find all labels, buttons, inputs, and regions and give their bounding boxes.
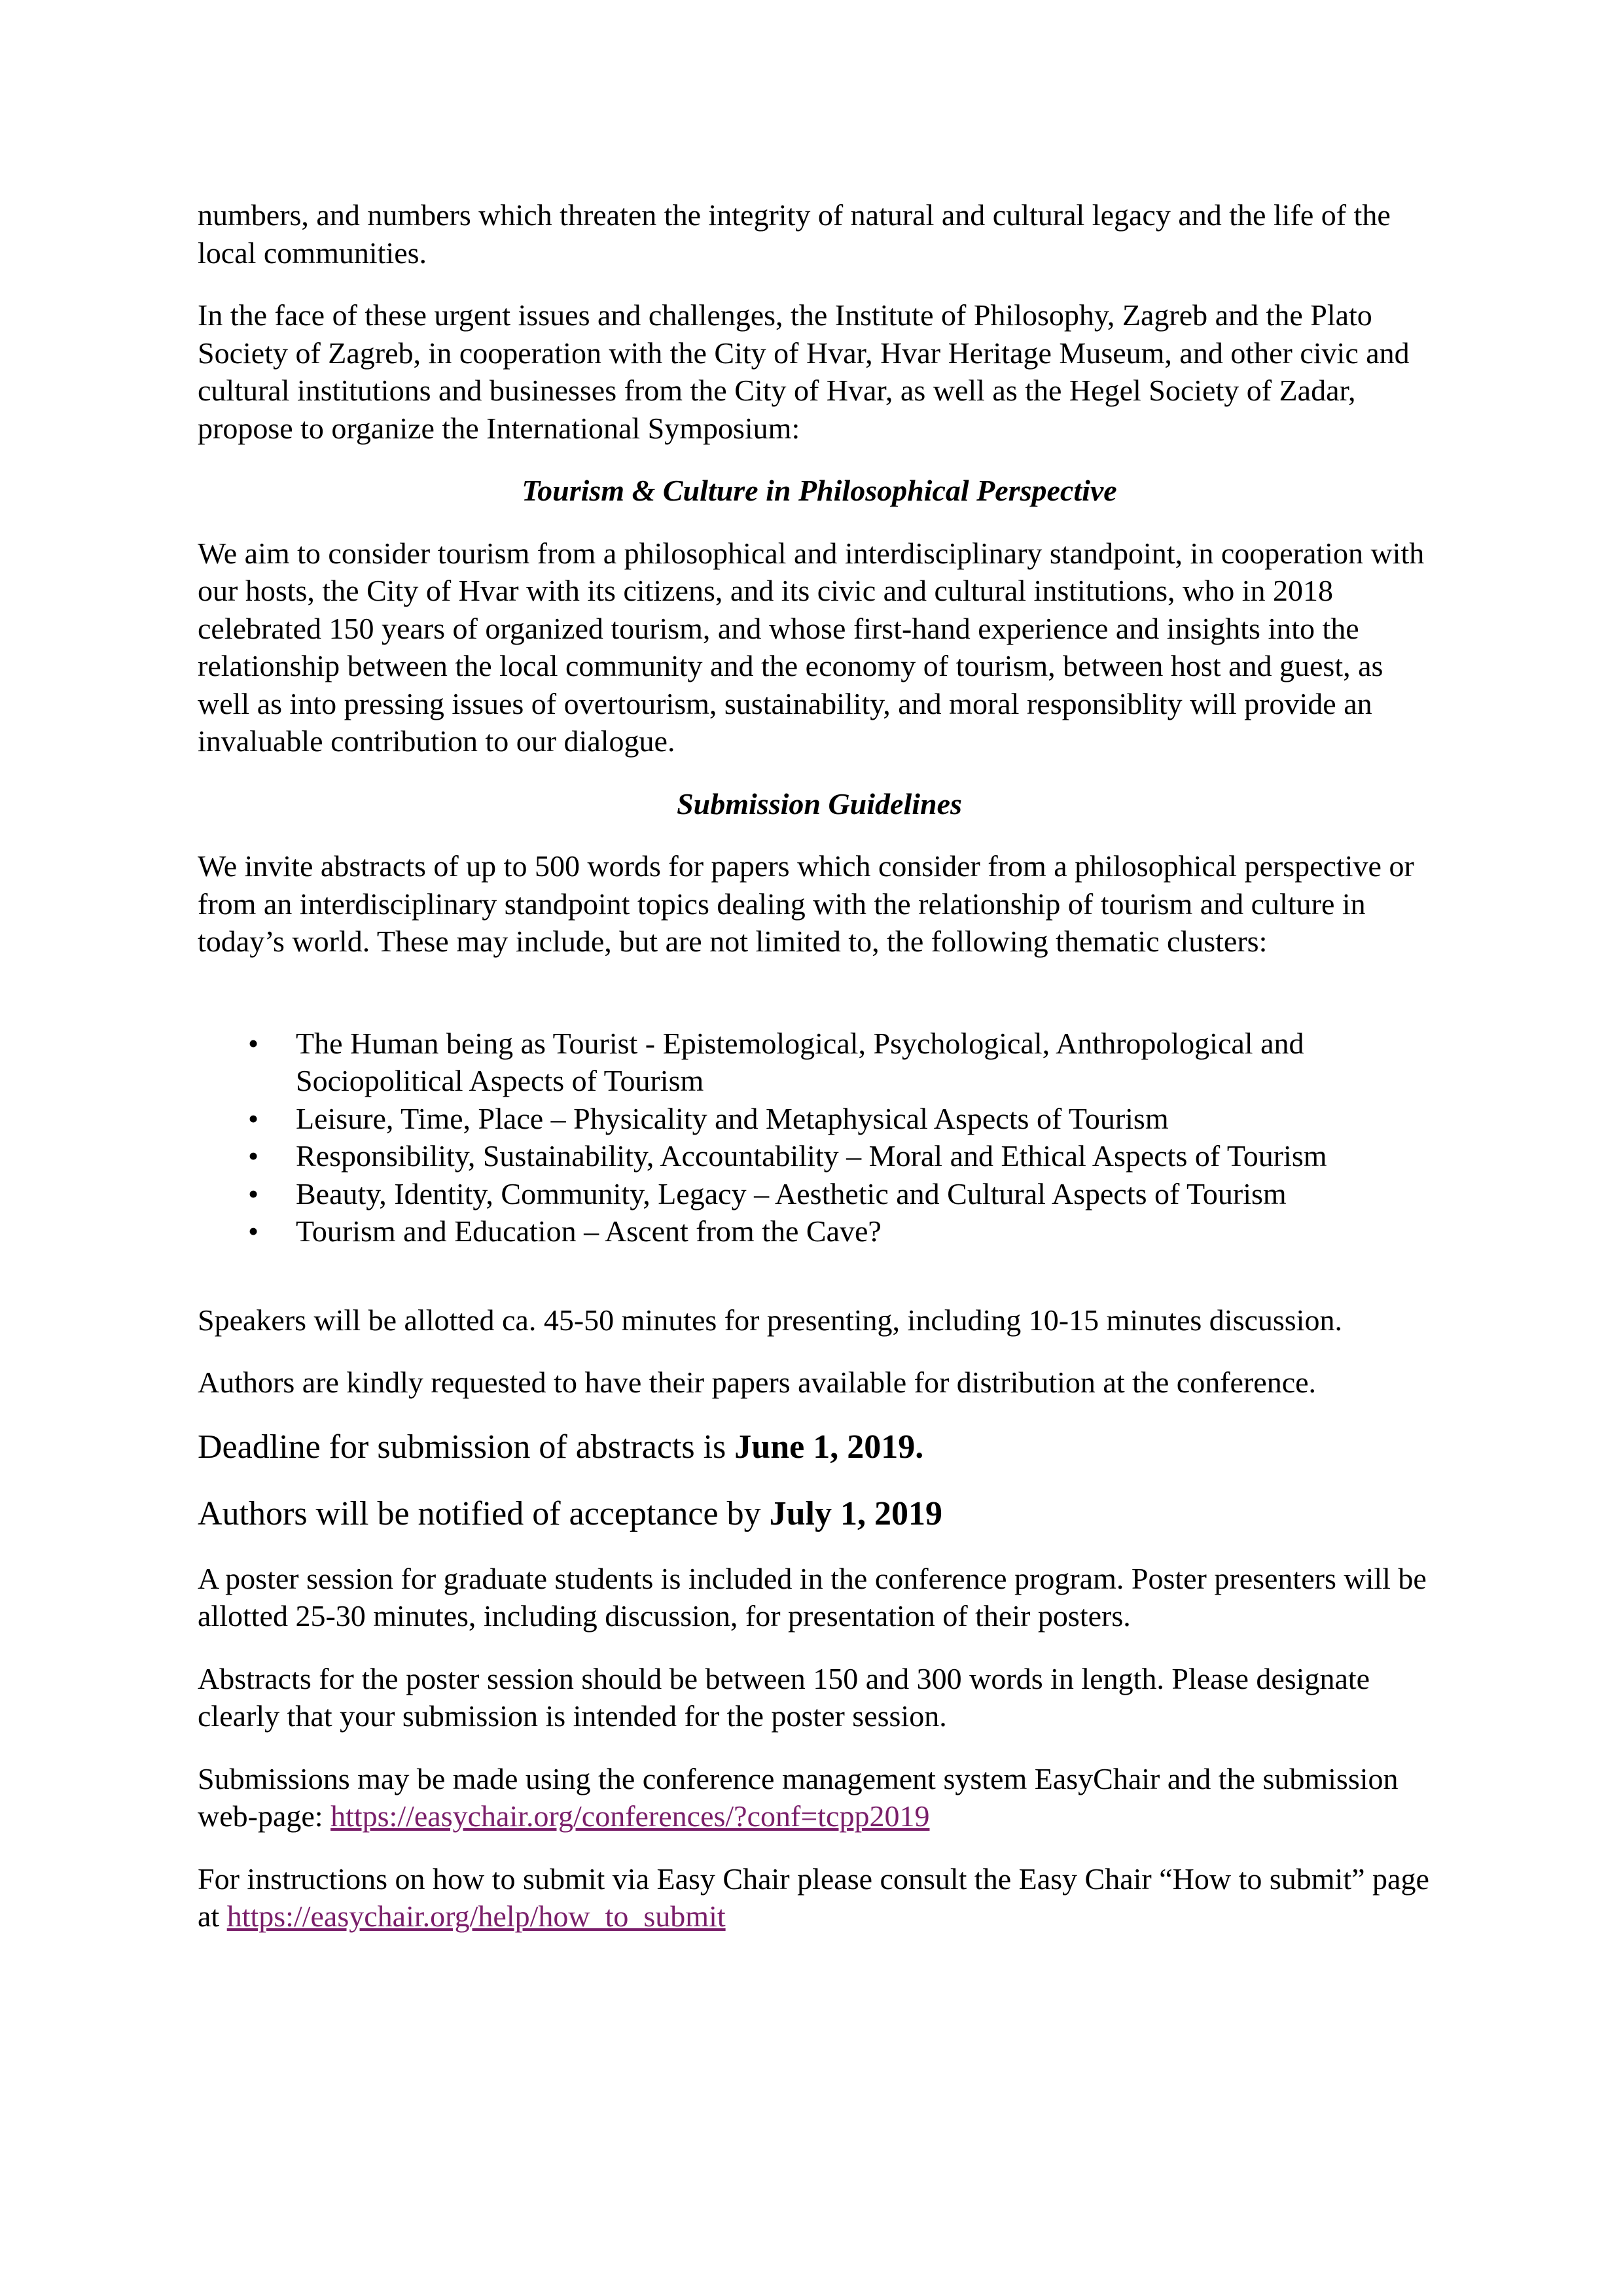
list-item — [198, 1100, 1441, 1138]
authors-paragraph: Authors are kindly requested to have their papers available for distribution at the conference. — [198, 1366, 1317, 1399]
how-to-submit-link[interactable]: https://easychair.org/help/how_to_submit — [226, 1899, 726, 1933]
submission-link[interactable]: https://easychair.org/conferences/?conf=tcpp2019 — [330, 1799, 930, 1833]
list-item-text: Tourism and Education – Ascent from the Cave? — [296, 1214, 882, 1248]
list-item — [198, 1137, 1441, 1175]
bullet-icon: • — [248, 1026, 259, 1060]
submission-paragraph — [198, 1760, 1441, 1835]
poster-abstracts-paragraph: Abstracts for the poster session should be between 150 and 300 words in length. Please designate clearly that your submission is intended for the poster session. — [198, 1661, 1370, 1733]
instructions-text: For instructions on how to submit via Easy Chair please consult the Easy Chair “How to submit” page at — [198, 1862, 1429, 1933]
list-item-text: Responsibility, Sustainability, Accountability – Moral and Ethical Aspects of Tourism — [296, 1139, 1327, 1173]
call-for-abstracts-paragraph: We invite abstracts of up to 500 words for papers which consider from a philosophical perspective or from an interdisciplinary standpoint topics dealing with the relationship of tourism and culture in today’s world. These may include, but are not limited to, the following thematic clusters: — [198, 849, 1414, 958]
intro-paragraph-continued: numbers, and numbers which threaten the integrity of natural and cultural legacy and the life of the local communities. — [198, 198, 1391, 270]
speakers-paragraph: Speakers will be allotted ca. 45-50 minutes for presenting, including 10-15 minutes discussion. — [198, 1303, 1342, 1337]
notification-deadline — [198, 1493, 1441, 1535]
list-item — [198, 1175, 1441, 1213]
list-item — [198, 1025, 1441, 1100]
bullet-icon: • — [248, 1176, 259, 1210]
organizers-paragraph: In the face of these urgent issues and challenges, the Institute of Philosophy, Zagreb and the Plato Society of Zagreb, in cooperation with the City of Hvar, Hvar Heritage Museum, and other civic and cultural institutions and businesses from the City of Hvar, as well as the Hegel Society of Zadar, propose to organize the International Symposium: — [198, 298, 1410, 445]
submission-guidelines-heading: Submission Guidelines — [677, 786, 962, 821]
bullet-icon: • — [248, 1139, 259, 1173]
abstract-deadline-date: June 1, 2019. — [734, 1428, 924, 1466]
aims-paragraph: We aim to consider tourism from a philosophical and interdisciplinary standpoint, in cooperation with our hosts, the City of Hvar with its citizens, and its civic and cultural institutions, who in 2018 celebrated 150 years of organized tourism, and whose first-hand experience and insights into the relationship between the local community and the economy of tourism, between host and guest, as well as into pressing issues of overtourism, sustainability, and moral responsiblity will provide an invaluable contribution to our dialogue. — [198, 536, 1425, 758]
document-page — [198, 196, 1441, 1960]
list-item-text: The Human being as Tourist - Epistemological, Psychological, Anthropological and Sociopolitical Aspects of Tourism — [296, 1026, 1304, 1097]
abstract-deadline — [198, 1426, 1441, 1468]
submission-text: Submissions may be made using the conference management system EasyChair and the submission web-page: — [198, 1761, 1399, 1833]
bullet-icon: • — [248, 1214, 259, 1248]
bullet-icon: • — [248, 1101, 259, 1135]
thematic-clusters-list — [198, 1025, 1441, 1250]
notification-deadline-text: Authors will be notified of acceptance by — [198, 1494, 770, 1532]
list-item-text: Beauty, Identity, Community, Legacy – Aesthetic and Cultural Aspects of Tourism — [296, 1176, 1287, 1210]
notification-deadline-date: July 1, 2019 — [769, 1494, 942, 1532]
abstract-deadline-text: Deadline for submission of abstracts is — [198, 1428, 735, 1466]
list-item — [198, 1212, 1441, 1250]
poster-session-paragraph: A poster session for graduate students is included in the conference program. Poster presenters will be allotted 25-30 minutes, including discussion, for presentation of their posters. — [198, 1561, 1427, 1633]
instructions-paragraph — [198, 1860, 1441, 1935]
list-item-text: Leisure, Time, Place – Physicality and Metaphysical Aspects of Tourism — [296, 1101, 1169, 1135]
symposium-title: Tourism & Culture in Philosophical Perspective — [522, 474, 1117, 507]
